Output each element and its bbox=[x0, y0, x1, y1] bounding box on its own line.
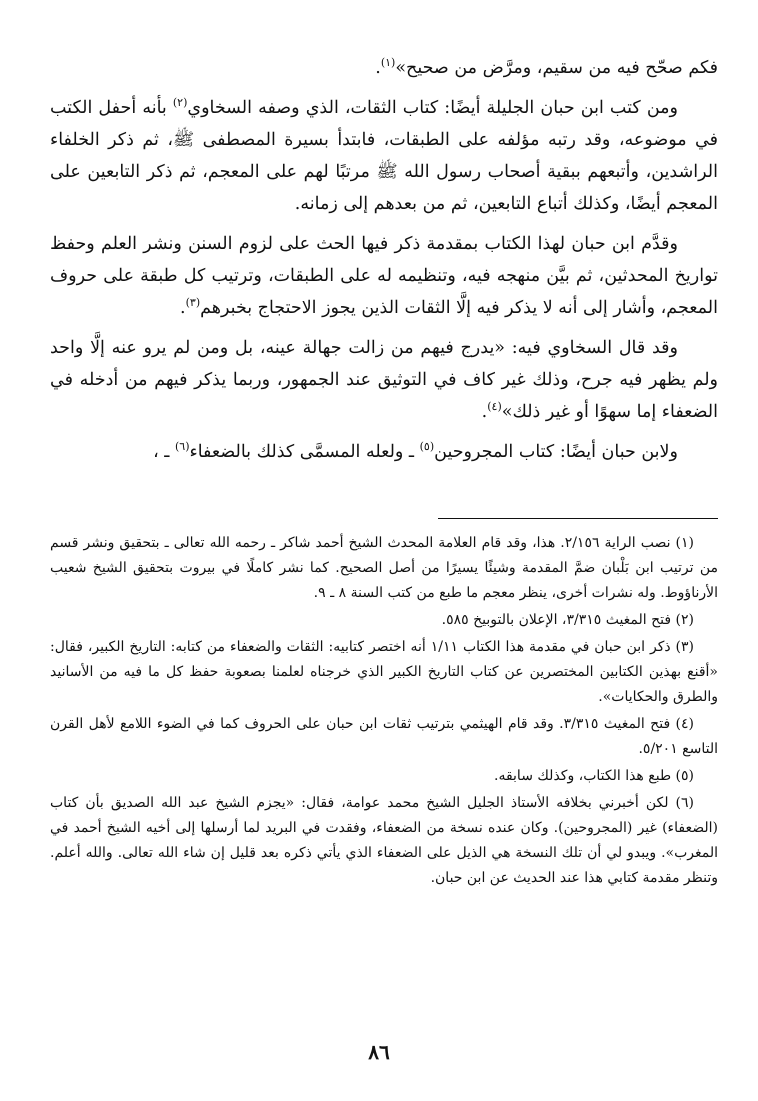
page-number: ٨٦ bbox=[368, 1040, 390, 1064]
footnote-4: (٤) فتح المغيث ٣/٣١٥. وقد قام الهيثمي بترتيب ثقات ابن حبان على الحروف كما في الضوء اللامع لأهل القرن التاسع ٥/٢٠١. bbox=[50, 716, 718, 757]
footnote-3: (٣) ذكر ابن حبان في مقدمة هذا الكتاب ١/١١ أنه اختصر كتابيه: الثقات والضعفاء من كتابه: التاريخ الكبير، فقال: «أقنع بهذين الكتابين المختصرين عن كتاب التاريخ الكبير الذي خرجناه لعلمنا بصعوبة حفظ كل ما فيه من الأسانيد والطرق والحكايات». bbox=[50, 639, 718, 705]
footnotes bbox=[50, 531, 718, 891]
footnote-ref-6: (٦) bbox=[174, 440, 190, 454]
paragraph-1: فكم صحّح فيه من سقيم، ومرَّض من صحيح»$^{(١)}$. bbox=[375, 56, 718, 78]
paragraph-2: ومن كتب ابن حبان الجليلة أيضًا: كتاب الثقات، الذي وصفه السخاوي$^{(٢)}$ بأنه أحفل الكتب في موضوعه، وقد رتبه مؤلفه على الطبقات، فابتدأ بسيرة المصطفى ﷺ، ثم ذكر الخلفاء الراشدين، وأتبعهم ببقية أصحاب رسول الله ﷺ مرتبًا لهم على المعجم، ثم ذكر التابعين على المعجم أيضًا، وكذلك أتباع التابعين، ثم من بعدهم إلى زمانه. bbox=[50, 96, 718, 214]
page bbox=[50, 52, 718, 891]
footnote-2: (٢) فتح المغيث ٣/٣١٥، الإعلان بالتوبيخ ٥٨٥. bbox=[441, 612, 694, 628]
footnote-5: (٥) طبع هذا الكتاب، وكذلك سابقه. bbox=[494, 768, 694, 784]
footnote-1: (١) نصب الراية ٢/١٥٦. هذا، وقد قام العلامة المحدث الشيخ أحمد شاكر ـ رحمه الله تعالى ـ بتحقيق ونشر قسم من ترتيب ابن بَلْبان ضمَّ المقدمة وشيئًا يسيرًا من أصل الصحيح. كما نشر كاملًا في بيروت بتحقيق الشيخ شعيب الأرناؤوط. وله نشرات أخرى، ينظر معجم ما طبع من كتب السنة ٨ ـ ٩. bbox=[50, 535, 718, 601]
footnote-ref-2: (٢) bbox=[172, 96, 188, 110]
footnote-6: (٦) لكن أخبرني بخلافه الأستاذ الجليل الشيخ محمد عوامة، فقال: «يجزم الشيخ عبد الله الصديق بأن كتاب (الضعفاء) غير (المجروحين). وكان عنده نسخة من الضعفاء، وفقدت في البريد لما أرسلها إلى أخيه الشيخ أحمد في المغرب». ويبدو لي أن تلك النسخة هي الذيل على الضعفاء الذي يأتي ذكره بعد قليل إن شاء الله تعالى. والله أعلم. وتنظر مقدمة كتابي هذا عند الحديث عن ابن حبان. bbox=[50, 795, 718, 886]
footnote-ref-5: (٥) bbox=[419, 440, 435, 454]
footnote-ref-4: (٤) bbox=[487, 400, 502, 414]
paragraph-5: ولابن حبان أيضًا: كتاب المجروحين$^{(٥)}$ ـ ولعله المسمَّى كذلك بالضعفاء$^{(٦)}$ ـ ، bbox=[153, 440, 678, 462]
footnote-ref-1: (١) bbox=[380, 56, 396, 70]
paragraph-3: وقدَّم ابن حبان لهذا الكتاب بمقدمة ذكر فيها الحث على لزوم السنن ونشر العلم وحفظ تواريخ المحدثين، ثم بيَّن منهجه فيه، وتنظيمه له على الطبقات، وترتيب كل طبقة على حروف المعجم، وأشار إلى أنه لا يذكر فيه إلَّا الثقات الذين يجوز الاحتجاج بخبرهم$^{(٣)}$. bbox=[50, 234, 718, 318]
paragraph-4: وقد قال السخاوي فيه: «يدرج فيهم من زالت جهالة عينه، بل ومن لم يرو عنه إلَّا واحد ولم يظهر فيه جرح، وذلك غير كاف في التوثيق عند الجمهور، وربما يذكر فيهم من أدخله في الضعفاء إما سهوًا أو غير ذلك»$^{(٤)}$. bbox=[50, 338, 718, 422]
main-text bbox=[50, 52, 718, 468]
footnote-ref-3: (٣) bbox=[185, 296, 201, 310]
footnote-separator bbox=[438, 518, 718, 519]
